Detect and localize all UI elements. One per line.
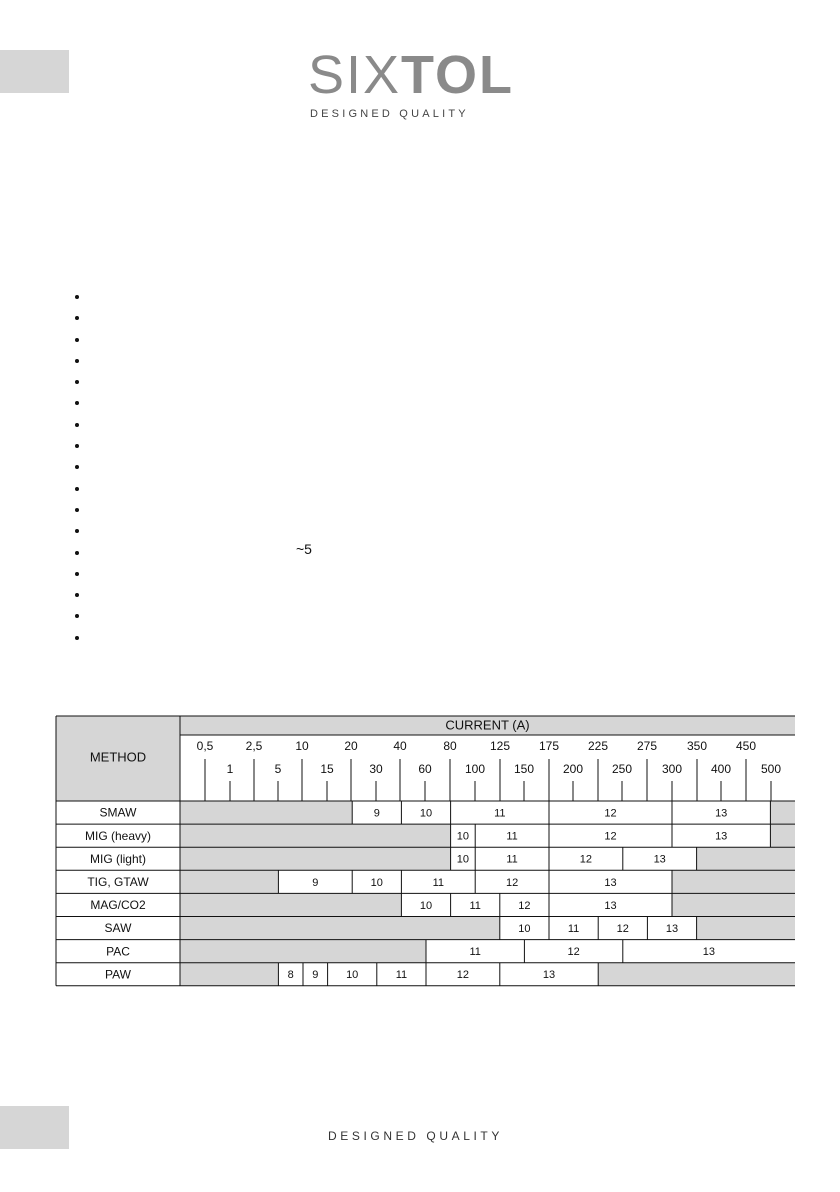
bottom-tick-label: 500 xyxy=(760,762,782,777)
method-name: MIG (light) xyxy=(89,851,147,866)
shade-number: 13 xyxy=(702,946,716,959)
bottom-tick-label: 150 xyxy=(513,762,535,777)
top-tick-label: 450 xyxy=(735,739,757,754)
inactive-cell xyxy=(697,917,795,940)
logo-tagline: DESIGNED QUALITY xyxy=(310,108,469,120)
shade-number: 11 xyxy=(469,899,481,912)
shade-number: 12 xyxy=(604,807,617,820)
inactive-cell xyxy=(770,824,795,847)
shade-number: 12 xyxy=(456,969,470,982)
current-header: CURRENT (A) xyxy=(445,717,530,733)
bottom-tick-label: 5 xyxy=(274,762,282,777)
bottom-tick-label: 30 xyxy=(369,762,383,777)
method-header: METHOD xyxy=(89,749,147,765)
shade-number: 11 xyxy=(432,876,445,889)
logo-text-bold: TOL xyxy=(401,45,515,105)
shade-number: 11 xyxy=(469,946,481,959)
shade-number: 11 xyxy=(494,807,506,820)
top-tick-label: 2,5 xyxy=(245,739,263,754)
inactive-cell xyxy=(770,801,795,824)
inactive-cell xyxy=(598,963,795,986)
shade-number: 12 xyxy=(505,876,519,889)
shade-number: 13 xyxy=(542,969,556,982)
shade-number: 12 xyxy=(518,899,531,912)
top-tick-label: 10 xyxy=(295,739,309,754)
shade-number: 10 xyxy=(456,830,470,843)
shade-number: 9 xyxy=(312,969,319,982)
shade-number: 12 xyxy=(604,830,617,843)
shade-number: 13 xyxy=(653,853,666,866)
inactive-cell xyxy=(697,847,795,870)
method-name: MIG (heavy) xyxy=(84,828,152,843)
shade-number: 11 xyxy=(506,853,518,866)
method-name: SMAW xyxy=(99,805,137,820)
method-name: TIG, GTAW xyxy=(87,875,149,890)
shade-number: 10 xyxy=(346,969,359,982)
inactive-cell xyxy=(180,847,451,870)
shade-number: 10 xyxy=(370,876,383,889)
inactive-cell xyxy=(180,963,278,986)
top-tick-label: 80 xyxy=(443,739,457,754)
bottom-tick-label: 400 xyxy=(710,762,732,777)
inactive-cell xyxy=(180,917,500,940)
inactive-cell xyxy=(180,824,451,847)
top-tick-label: 125 xyxy=(489,739,511,754)
top-tick-label: 40 xyxy=(393,739,407,754)
method-name: SAW xyxy=(104,921,132,936)
method-name: PAC xyxy=(106,944,130,959)
shade-number: 13 xyxy=(715,807,728,820)
bottom-tick-label: 100 xyxy=(464,762,486,777)
footer-tagline: DESIGNED QUALITY xyxy=(328,1129,503,1143)
shade-number: 13 xyxy=(604,876,617,889)
inactive-cell xyxy=(672,893,795,916)
bottom-tick-label: 1 xyxy=(226,762,234,777)
inactive-cell xyxy=(672,870,795,893)
top-tick-label: 175 xyxy=(538,739,560,754)
shade-number: 11 xyxy=(506,830,518,843)
bottom-tick-label: 60 xyxy=(418,762,432,777)
inactive-cell xyxy=(180,940,426,963)
shade-number: 9 xyxy=(312,876,319,889)
method-name: PAW xyxy=(105,967,131,982)
shade-number: 13 xyxy=(715,830,728,843)
bottom-tick-label: 15 xyxy=(320,762,334,777)
shade-number: 9 xyxy=(373,807,380,820)
shade-number: 12 xyxy=(579,853,593,866)
inactive-cell xyxy=(180,893,401,916)
shade-number: 13 xyxy=(665,922,679,935)
shade-number: 12 xyxy=(616,922,629,935)
method-name: MAG/CO2 xyxy=(90,898,146,913)
shade-number: 13 xyxy=(604,899,617,912)
shade-number: 10 xyxy=(419,899,433,912)
top-tick-label: 225 xyxy=(587,739,609,754)
inactive-cell xyxy=(180,870,278,893)
shade-number: 10 xyxy=(456,853,470,866)
shade-number: 12 xyxy=(567,946,580,959)
bottom-tick-label: 200 xyxy=(562,762,584,777)
shade-number: 11 xyxy=(395,969,408,982)
bottom-tick-label: 300 xyxy=(661,762,683,777)
shade-number: 11 xyxy=(567,922,580,935)
page-tab-bottom xyxy=(0,1106,69,1149)
shade-number: 10 xyxy=(419,807,433,820)
top-tick-label: 350 xyxy=(686,739,708,754)
shade-number: 8 xyxy=(287,969,294,982)
logo-text-light: SIX xyxy=(308,45,402,105)
top-tick-label: 275 xyxy=(636,739,658,754)
inactive-cell xyxy=(180,801,352,824)
shade-number: 10 xyxy=(518,922,531,935)
bottom-tick-label: 250 xyxy=(611,762,633,777)
top-tick-label: 20 xyxy=(344,739,358,754)
bullet-text: ~5 xyxy=(296,540,312,557)
top-tick-label: 0,5 xyxy=(196,739,214,754)
